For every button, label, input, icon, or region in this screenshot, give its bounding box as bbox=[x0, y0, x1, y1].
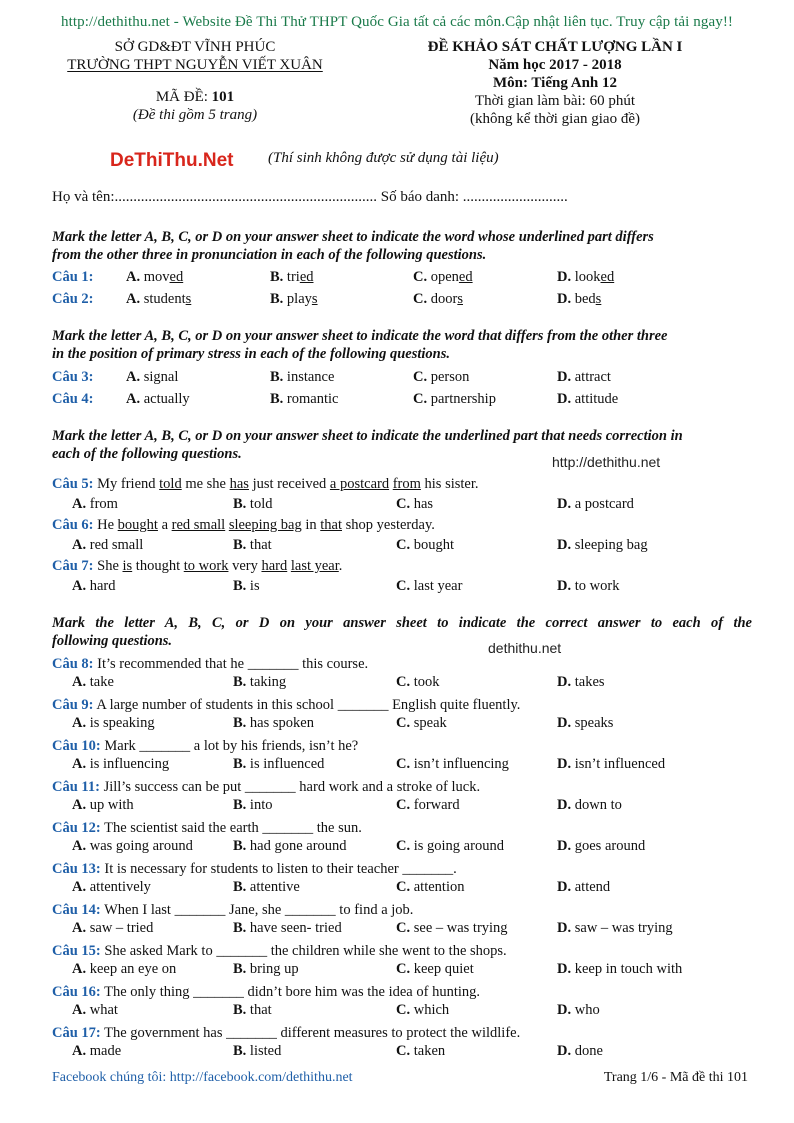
header-left bbox=[40, 38, 350, 124]
question-stem: It’s recommended that he _______ this course. bbox=[97, 656, 369, 672]
question-12 bbox=[52, 820, 752, 837]
question-label: Câu 15: bbox=[52, 943, 101, 959]
q1-option-a: A. moved bbox=[126, 269, 184, 285]
footer-facebook-link[interactable]: Facebook chúng tôi: http://facebook.com/dethithu.net bbox=[52, 1070, 353, 1085]
q1-option-b: B. tried bbox=[270, 269, 314, 285]
option-b: B. attentive bbox=[233, 879, 300, 895]
option-a: A. take bbox=[72, 674, 114, 690]
option-d: D. saw – was trying bbox=[557, 920, 673, 936]
q1-option-d: D. looked bbox=[557, 269, 615, 285]
question-label: Câu 12: bbox=[52, 820, 101, 836]
option-a: A. what bbox=[72, 1002, 118, 1018]
option-a: A. is speaking bbox=[72, 715, 155, 731]
page-count-note: (Đề thi gồm 5 trang) bbox=[132, 107, 258, 123]
question-stem: Mark _______ a lot by his friends, isn’t he? bbox=[104, 738, 359, 754]
time-limit: Thời gian làm bài: 60 phút bbox=[475, 93, 635, 109]
question-6: Câu 6: He bought a red small sleeping bag in that shop yesterday. bbox=[52, 517, 435, 533]
question-stem: It is necessary for students to listen to their teacher _______. bbox=[104, 861, 457, 877]
q2-option-b: B. plays bbox=[270, 291, 318, 307]
instruction-correction: Mark the letter A, B, C, or D on your answer sheet to indicate the underlined part that needs correction in each of the following questions. bbox=[52, 428, 683, 462]
option-b: B. had gone around bbox=[233, 838, 347, 854]
question-3: Câu 3: A. signal B. instance C. person D. attract bbox=[52, 369, 611, 385]
question-label: Câu 16: bbox=[52, 984, 101, 1000]
option-b: B. has spoken bbox=[233, 715, 314, 731]
option-d: D. keep in touch with bbox=[557, 961, 683, 977]
option-b: B. that bbox=[233, 1002, 272, 1018]
question-4: Câu 4: A. actually B. romantic C. partnership D. attitude bbox=[52, 391, 619, 407]
question-8 bbox=[52, 656, 752, 673]
time-note: (không kể thời gian giao đề) bbox=[470, 111, 640, 127]
question-stem: When I last _______ Jane, she _______ to find a job. bbox=[104, 902, 414, 918]
question-label: Câu 13: bbox=[52, 861, 101, 877]
question-label: Câu 17: bbox=[52, 1025, 101, 1041]
option-c: C. is going around bbox=[396, 838, 504, 854]
question-13 bbox=[52, 861, 752, 878]
option-d: D. isn’t influenced bbox=[557, 756, 666, 772]
option-b: B. have seen- tried bbox=[233, 920, 342, 936]
dept-name: SỞ GD&ĐT VĨNH PHÚC bbox=[114, 39, 276, 55]
question-stem: The government has _______ different measures to protect the wildlife. bbox=[104, 1025, 521, 1041]
school-year: Năm học 2017 - 2018 bbox=[488, 57, 622, 73]
option-a: A. up with bbox=[72, 797, 134, 813]
option-d: D. done bbox=[557, 1043, 603, 1059]
option-d: D. speaks bbox=[557, 715, 614, 731]
brand-logo: DeThiThu.Net bbox=[110, 150, 234, 171]
candidate-info-line: Họ và tên:...................................................................... Số báo danh: ............................ bbox=[52, 189, 568, 205]
option-c: C. isn’t influencing bbox=[396, 756, 509, 772]
header-right bbox=[400, 38, 710, 128]
footer-page-info: Trang 1/6 - Mã đề thi 101 bbox=[603, 1070, 748, 1085]
question-stem: She asked Mark to _______ the children while she went to the shops. bbox=[104, 943, 507, 959]
exam-code: MÃ ĐỀ: 101 bbox=[155, 89, 235, 105]
question-10 bbox=[52, 738, 752, 755]
question-stem: A large number of students in this school _______ English quite fluently. bbox=[96, 697, 521, 713]
question-2: Câu 2: A. students B. plays C. doors D. beds bbox=[52, 291, 602, 307]
option-b: B. taking bbox=[233, 674, 287, 690]
exam-title: ĐỀ KHẢO SÁT CHẤT LƯỢNG LẦN I bbox=[427, 39, 683, 55]
option-d: D. who bbox=[557, 1002, 600, 1018]
question-15 bbox=[52, 943, 752, 960]
instruction-stress: Mark the letter A, B, C, or D on your answer sheet to indicate the word that differs from the other three in the position of primary stress in each of the following questions. bbox=[52, 328, 668, 362]
option-b: B. into bbox=[233, 797, 273, 813]
question-label: Câu 8: bbox=[52, 656, 94, 672]
no-materials-note: (Thí sinh không được sử dụng tài liệu) bbox=[268, 150, 499, 166]
instruction-correct-answer: Mark the letter A, B, C, or D on your answer sheet to indicate the correct answer to each of the following questions. bbox=[52, 615, 752, 649]
option-c: C. keep quiet bbox=[396, 961, 474, 977]
subject: Môn: Tiếng Anh 12 bbox=[492, 75, 618, 91]
option-c: C. taken bbox=[396, 1043, 446, 1059]
option-d: D. down to bbox=[557, 797, 622, 813]
q2-option-a: A. students bbox=[126, 291, 192, 307]
option-a: A. keep an eye on bbox=[72, 961, 177, 977]
option-d: D. goes around bbox=[557, 838, 646, 854]
question-17 bbox=[52, 1025, 752, 1042]
question-stem: The only thing _______ didn’t bore him was the idea of hunting. bbox=[104, 984, 480, 1000]
question-stem: Jill’s success can be put _______ hard work and a stroke of luck. bbox=[103, 779, 481, 795]
option-b: B. is influenced bbox=[233, 756, 325, 772]
question-5: Câu 5: My friend told me she has just received a postcard from his sister. bbox=[52, 476, 479, 492]
question-11 bbox=[52, 779, 752, 796]
exam-page: http://dethithu.net - Website Đề Thi Thử THPT Quốc Gia tất cả các môn.Cập nhật liên tục. Truy cập tải ngay!! SỞ GD&ĐT VĨNH PHÚC TRƯỜNG THPT NGUYỄN VIẾT XUÂN MÃ ĐỀ: 101 (Đề thi gồm 5 trang) ĐỀ KHẢO SÁT CHẤT LƯỢNG LẦN I Năm học 2017 - 2018 Môn: Tiếng Anh 12 Thời gian làm bài: 60 phút (không kể thời gian giao đề) DeThiThu.Net (Thí sinh không được sử dụng tài liệu) Họ và tên:...................................................................... Số báo danh: ............................ Mark the letter A, B, C, or D on your answer sheet to indicate the word whose underlined part differs from the other three in pronunciation in each of the following questions. Câu 1: A. moved B. tried C. opened D. looked Câu 2: A. students B. plays C. doors D. beds Mark the letter A, B, C, or D on your answer sheet to indicate the word that differs from the other three in the position of primary stress in each of the following questions. Câu 3: A. signal B. instance C. person D. attract Câu 4: A. actually B. romantic C. partnership D. attitude Mark the letter A, B, C, or D on your answer sheet to indicate the underlined part that needs correction in each of the following questions. http://dethithu.net Câu 5: My friend told me she has just received a postcard from his sister. A. from B. told C. has D. a postcard Câu 6: He bought a red small sleeping bag in that shop yesterday. A. red small B. that C. bought D. sleeping bag Câu 7: She is thought to work very hard last year. A. hard B. is C. last year D. to work Mark the letter A, B, C, or D on your answer sheet to indicate the correct answer to each of the following questions. dethithu.net Câu 8: It’s recommended that he _______ this course. A. take B. taking C. took D. takes Câu 9: A large number of students in this school _______ English quite fluently. A. is speaking B. has spoken C. speak D. speaks Câu 10: Mark _______ a lot by his friends, isn’t he? A. is influencing B. is influenced C. isn’t influencing D. isn’t influenced Câu 11: Jill’s success can be put _______ hard work and a stroke of luck. A. up with B. into C. forward D. down to Câu 12: The scientist said the earth _______ the sun. A. was going around B. had gone around C. is going around D. goes around Câu 13: It is necessary for students to listen to their teacher _______. A. attentively B. attentive C. attention D. attend Câu 14: When I last _______ Jane, she _______ to find a job. A. saw – tried B. have seen- tried C. see – was trying D. saw – was trying Câu 15: She asked Mark to _______ the children while she went to the shops. A. keep an eye on B. bring up C. keep quiet D. keep in touch with Câu 16: The only thing _______ didn’t bore him was the idea of hunting. A. what B. that C. which D. who Câu 17: The government has _______ different measures to protect the wildlife. A. made B. listed C. taken D. done Facebook chúng tôi: http://facebook.com/dethithu.net Trang 1/6 - Mã đề thi 101 bbox=[0, 0, 794, 1123]
option-a: A. attentively bbox=[72, 879, 151, 895]
option-c: C. see – was trying bbox=[396, 920, 508, 936]
option-a: A. was going around bbox=[72, 838, 193, 854]
q2-option-d: D. beds bbox=[557, 291, 602, 307]
option-c: C. which bbox=[396, 1002, 450, 1018]
question-label: Câu 11: bbox=[52, 779, 100, 795]
watermark-url[interactable]: http://dethithu.net bbox=[552, 454, 661, 470]
question-stem: The scientist said the earth _______ the sun. bbox=[104, 820, 362, 836]
option-d: D. takes bbox=[557, 674, 605, 690]
q1-option-c: C. opened bbox=[413, 269, 473, 285]
option-c: C. speak bbox=[396, 715, 447, 731]
option-c: C. attention bbox=[396, 879, 465, 895]
question-1: Câu 1: A. moved B. tried C. opened D. looked bbox=[52, 269, 615, 285]
watermark-domain[interactable]: dethithu.net bbox=[488, 640, 562, 656]
option-a: A. is influencing bbox=[72, 756, 170, 772]
q2-option-c: C. doors bbox=[413, 291, 463, 307]
option-d: D. attend bbox=[557, 879, 611, 895]
option-b: B. bring up bbox=[233, 961, 299, 977]
instruction-pronunciation: Mark the letter A, B, C, or D on your answer sheet to indicate the word whose underlined part differs from the other three in pronunciation in each of the following questions. bbox=[52, 229, 654, 263]
school-name: TRƯỜNG THPT NGUYỄN VIẾT XUÂN bbox=[67, 57, 323, 73]
question-9 bbox=[52, 697, 752, 714]
option-a: A. saw – tried bbox=[72, 920, 154, 936]
option-c: C. forward bbox=[396, 797, 460, 813]
question-7: Câu 7: She is thought to work very hard last year. bbox=[52, 558, 343, 574]
question-label: Câu 9: bbox=[52, 697, 94, 713]
option-c: C. took bbox=[396, 674, 440, 690]
option-b: B. listed bbox=[233, 1043, 282, 1059]
option-a: A. made bbox=[72, 1043, 122, 1059]
question-label: Câu 10: bbox=[52, 738, 101, 754]
question-16 bbox=[52, 984, 752, 1001]
question-14 bbox=[52, 902, 752, 919]
question-label: Câu 14: bbox=[52, 902, 101, 918]
site-banner[interactable]: http://dethithu.net - Website Đề Thi Thử THPT Quốc Gia tất cả các môn.Cập nhật liên tục. Truy cập tải ngay!! bbox=[60, 14, 734, 30]
